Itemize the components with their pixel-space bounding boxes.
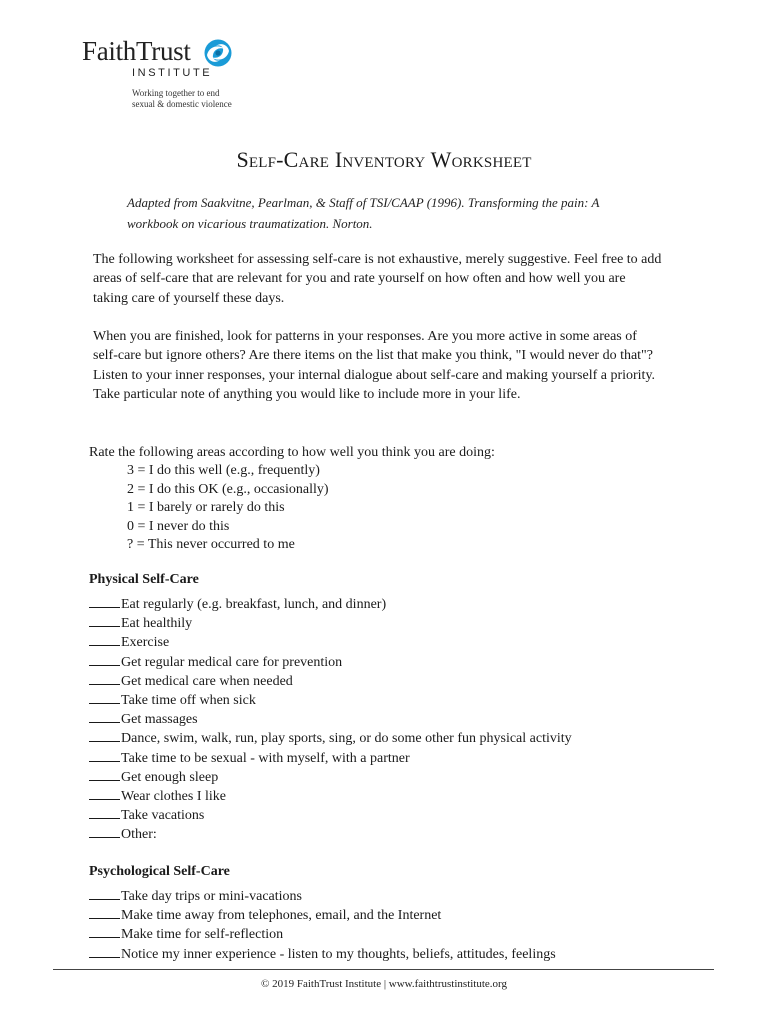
rating-scale-item: ? = This never occurred to me <box>127 537 295 552</box>
checklist-item: Exercise <box>89 631 572 650</box>
section-heading: Physical Self-Care <box>89 572 199 587</box>
rating-blank[interactable] <box>89 766 120 781</box>
rating-blank[interactable] <box>89 651 120 666</box>
rating-blank[interactable] <box>89 670 120 685</box>
checklist-item: Take day trips or mini-vacations <box>89 885 556 904</box>
worksheet-title: Self-Care Inventory Worksheet <box>236 147 532 172</box>
checklist-item: Get enough sleep <box>89 766 572 785</box>
checklist-item: Take vacations <box>89 804 572 823</box>
rating-blank[interactable] <box>89 823 120 838</box>
checklist-item: Notice my inner experience - listen to my thoughts, beliefs, attitudes, feelings <box>89 943 556 962</box>
rating-blank[interactable] <box>89 708 120 723</box>
page-footer: © 2019 FaithTrust Institute | www.faithtrustinstitute.org <box>260 978 508 990</box>
rating-blank[interactable] <box>89 593 120 608</box>
checklist-item: Take time off when sick <box>89 689 572 708</box>
faithtrust-logo <box>82 36 252 116</box>
logo-tagline: Working together to end sexual & domestic violence <box>132 88 232 109</box>
section-heading: Psychological Self-Care <box>89 864 230 879</box>
footer-divider <box>53 969 714 970</box>
physical-self-care-section <box>89 571 572 842</box>
citation: Adapted from Saakvitne, Pearlman, & Staff of TSI/CAAP (1996). Transforming the pain: A workbook on vicarious traumatization. Norton. <box>127 195 600 231</box>
checklist-item: Eat regularly (e.g. breakfast, lunch, and dinner) <box>89 593 572 612</box>
checklist-item: Eat healthily <box>89 612 572 631</box>
intro-paragraph-1: The following worksheet for assessing self-care is not exhaustive, merely suggestive. Feel free to add areas of self-care that are relevant for you and rate yourself on how often and how well you are taking care of yourself these days. <box>93 252 662 306</box>
rating-blank[interactable] <box>89 612 120 627</box>
checklist-item: Get medical care when needed <box>89 670 572 689</box>
rating-blank[interactable] <box>89 689 120 704</box>
checklist-item: Make time away from telephones, email, and the Internet <box>89 904 556 923</box>
rating-blank[interactable] <box>89 943 120 958</box>
rating-blank[interactable] <box>89 785 120 800</box>
rating-scale-item: 2 = I do this OK (e.g., occasionally) <box>127 481 329 497</box>
logo-subtitle: INSTITUTE <box>132 67 213 79</box>
rating-blank[interactable] <box>89 885 120 900</box>
rating-blank[interactable] <box>89 727 120 742</box>
checklist-item: Get massages <box>89 708 572 727</box>
rating-blank[interactable] <box>89 904 120 919</box>
checklist-item: Other: <box>89 823 572 842</box>
rating-blank[interactable] <box>89 747 120 762</box>
rating-blank[interactable] <box>89 631 120 646</box>
logo-name: FaithTrust <box>82 36 191 66</box>
swirl-logo-icon <box>203 38 233 68</box>
checklist-item: Take time to be sexual - with myself, with a partner <box>89 747 572 766</box>
psychological-self-care-section <box>89 863 556 962</box>
rating-scale-item: 0 = I never do this <box>127 518 230 534</box>
checklist-item: Dance, swim, walk, run, play sports, sing, or do some other fun physical activity <box>89 727 572 746</box>
rating-scale-item: 1 = I barely or rarely do this <box>127 500 285 515</box>
checklist-item: Make time for self-reflection <box>89 923 556 942</box>
rating-scale-item: 3 = I do this well (e.g., frequently) <box>127 463 320 478</box>
rating-intro: Rate the following areas according to how well you think you are doing: <box>89 445 495 460</box>
checklist-item: Wear clothes I like <box>89 785 572 804</box>
intro-paragraph-2: When you are finished, look for patterns in your responses. Are you more active in some areas of self-care but ignore others? Are there items on the list that make you think, "I would never do that"? Listen to your inner responses, your internal dialogue about self-care and making yourself a priority. Take particular note of anything you would like to include more in your life. <box>93 329 656 402</box>
rating-blank[interactable] <box>89 923 120 938</box>
checklist-item: Get regular medical care for prevention <box>89 651 572 670</box>
rating-blank[interactable] <box>89 804 120 819</box>
rating-scale <box>127 462 329 555</box>
